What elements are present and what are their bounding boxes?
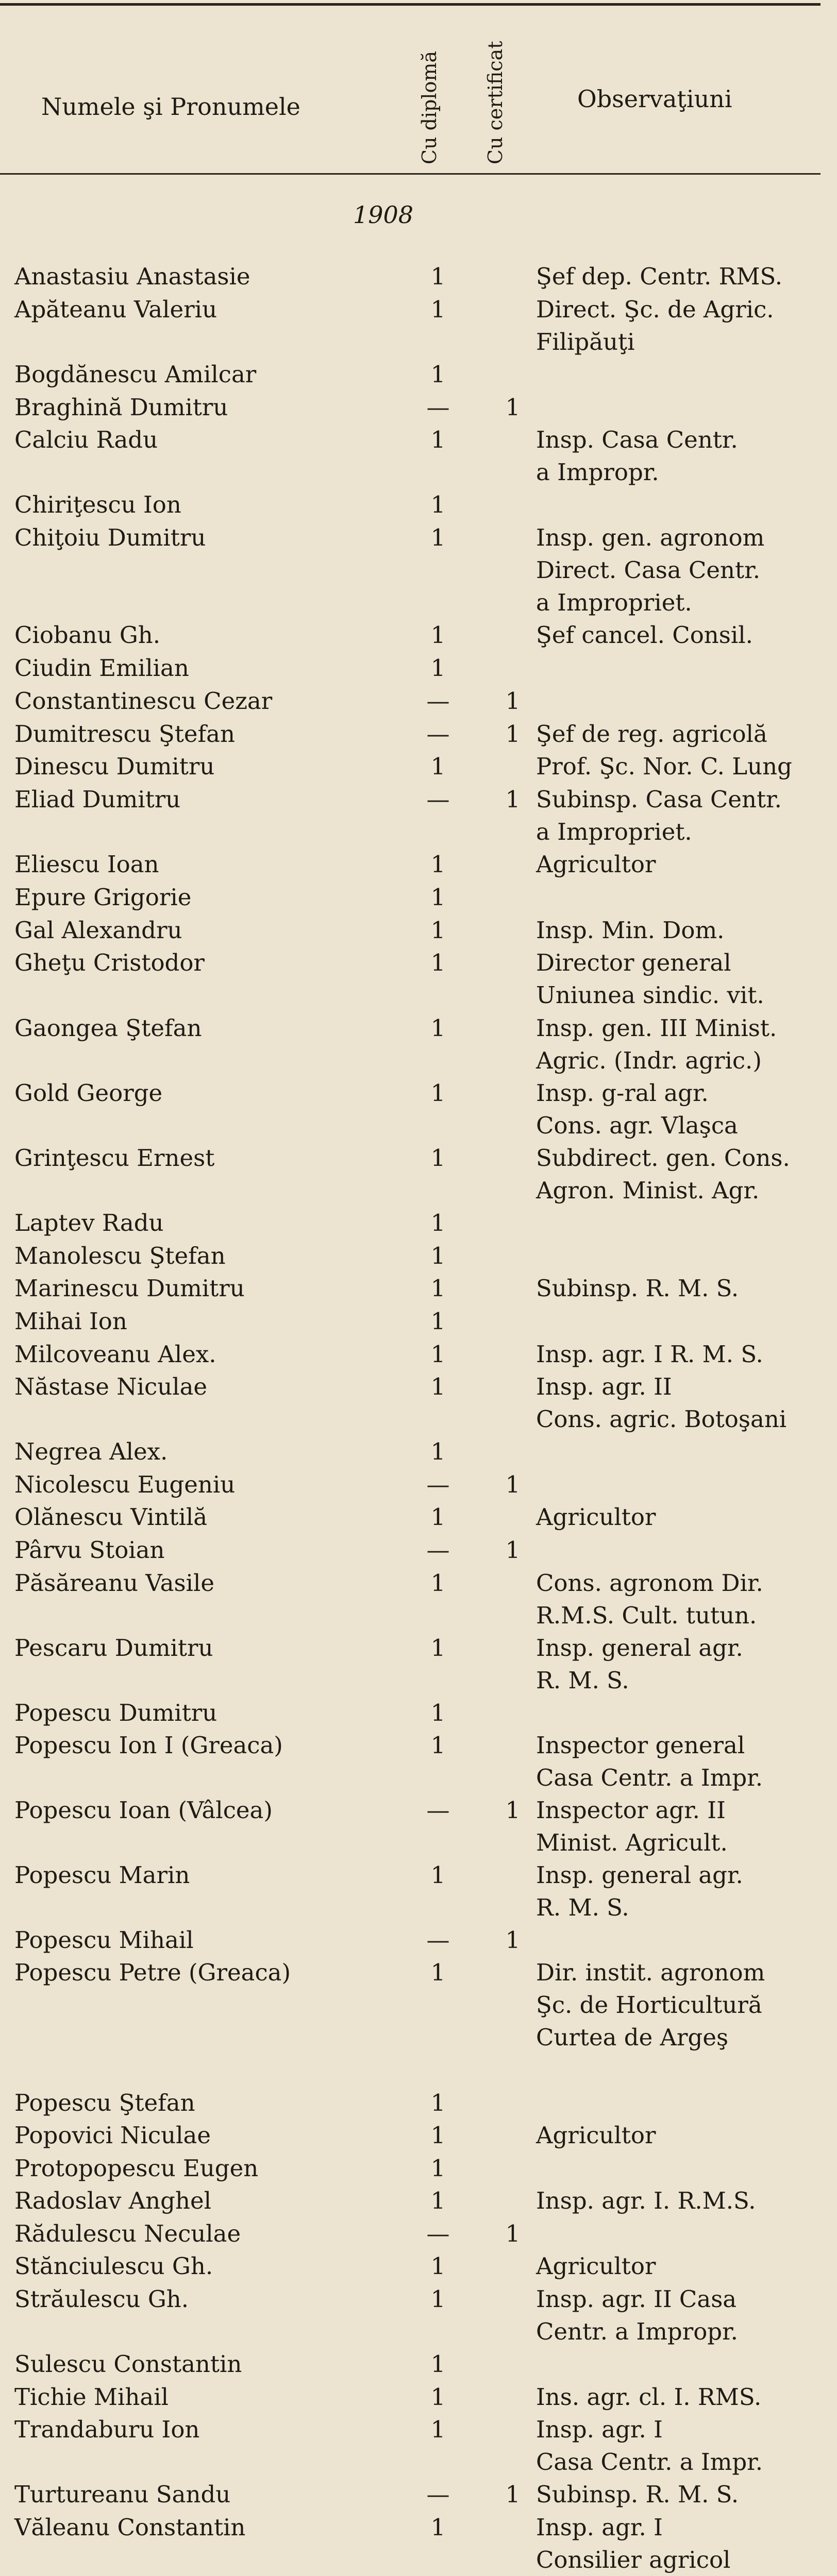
diploma-cell: 1 <box>430 1699 446 1726</box>
diploma-cell: 1 <box>430 1861 446 1889</box>
person-name: Eliescu Ioan <box>14 851 159 878</box>
observations-cell <box>536 1370 786 1435</box>
diploma-cell: — <box>426 1536 450 1564</box>
header-diploma: Cu diplomă <box>418 50 441 164</box>
person-name: Pescaru Dumitru <box>14 1634 213 1662</box>
observations-cell <box>536 521 764 619</box>
person-name: Tichie Mihail <box>14 2383 169 2411</box>
diploma-cell: — <box>426 1797 450 1824</box>
diploma-cell: 1 <box>430 2514 446 2541</box>
diploma-cell: — <box>426 687 450 715</box>
observation-line: Dir. instit. agronom <box>536 1959 765 1986</box>
observations-cell <box>536 1142 790 1207</box>
observations-cell <box>536 2250 656 2282</box>
observation-line: Director general <box>536 949 731 976</box>
observation-line: Insp. Casa Centr. <box>536 426 738 453</box>
diploma-cell: — <box>426 1471 450 1498</box>
observation-line: a Impropriet. <box>536 589 692 616</box>
observation-line: Agricultor <box>536 2122 656 2149</box>
diploma-cell: 1 <box>430 1569 446 1597</box>
person-name: Popescu Ştefan <box>14 2089 195 2116</box>
observation-line: Insp. agr. I R. M. S. <box>536 1341 763 1368</box>
observation-line: Subinsp. Casa Centr. <box>536 786 782 813</box>
diploma-cell: 1 <box>430 1242 446 1269</box>
observation-line: R. M. S. <box>536 1894 629 1921</box>
observation-line: Direct. Casa Centr. <box>536 556 760 584</box>
observation-line: Inspector general <box>536 1732 745 1759</box>
observation-line: Şef dep. Centr. RMS. <box>536 263 783 290</box>
person-name: Trandaburu Ion <box>14 2416 200 2443</box>
diploma-cell: 1 <box>430 426 446 453</box>
diploma-cell: 1 <box>430 2155 446 2182</box>
observation-line: Şef cancel. Consil. <box>536 621 753 649</box>
person-name: Dumitrescu Ştefan <box>14 720 235 748</box>
observation-line: Agricultor <box>536 2252 656 2280</box>
person-name: Grinţescu Ernest <box>14 1144 215 1172</box>
person-name: Protopopescu Eugen <box>14 2155 259 2182</box>
person-name: Turtureanu Sandu <box>14 2481 231 2508</box>
observation-line: Insp. agr. II Casa <box>536 2285 737 2313</box>
observation-line: Insp. general agr. <box>536 1861 743 1889</box>
person-name: Gold George <box>14 1079 163 1107</box>
observations-cell <box>536 2184 756 2217</box>
observation-line: Direct. Şc. de Agric. <box>536 296 774 323</box>
person-name: Chiriţescu Ion <box>14 491 181 518</box>
diploma-cell: 1 <box>430 753 446 780</box>
person-name: Milcoveanu Alex. <box>14 1341 216 1368</box>
observations-cell <box>536 423 738 488</box>
person-name: Olănescu Vintilă <box>14 1503 208 1531</box>
person-name: Popescu Mihail <box>14 1926 194 1954</box>
observations-cell <box>536 1501 656 1533</box>
observation-line: Minist. Agricult. <box>536 1829 728 1856</box>
certificate-cell: 1 <box>505 720 521 748</box>
observations-cell <box>536 1729 763 1794</box>
certificate-cell: 1 <box>505 1536 521 1564</box>
certificate-cell: 1 <box>505 2220 521 2247</box>
diploma-cell: 1 <box>430 2252 446 2280</box>
diploma-cell: — <box>426 786 450 813</box>
person-name: Chiţoiu Dumitru <box>14 524 206 551</box>
observations-cell <box>536 1272 739 1304</box>
person-name: Rădulescu Neculae <box>14 2220 241 2247</box>
certificate-cell: 1 <box>505 1926 521 1954</box>
diploma-cell: 1 <box>430 1014 446 1042</box>
person-name: Străulescu Gh. <box>14 2285 189 2313</box>
person-name: Braghină Dumitru <box>14 394 228 421</box>
person-name: Eliad Dumitru <box>14 786 181 813</box>
observations-cell <box>536 1338 763 1370</box>
observation-line: Insp. agr. II <box>536 1373 672 1400</box>
observation-line: Casa Centr. a Impr. <box>536 1764 763 1791</box>
observations-cell <box>536 750 792 783</box>
observations-cell <box>536 1077 738 1142</box>
person-name: Năstase Niculae <box>14 1373 208 1400</box>
diploma-cell: — <box>426 394 450 421</box>
observations-cell <box>536 2511 730 2576</box>
diploma-cell: 1 <box>430 2089 446 2116</box>
observations-cell <box>536 946 764 1011</box>
diploma-cell: 1 <box>430 654 446 682</box>
diploma-cell: 1 <box>430 2383 446 2411</box>
observation-line: Insp. agr. I. R.M.S. <box>536 2187 756 2214</box>
observation-line: R.M.S. Cult. tutun. <box>536 1602 757 1629</box>
person-name: Pârvu Stoian <box>14 1536 165 1564</box>
observation-line: Subinsp. R. M. S. <box>536 1275 739 1302</box>
observations-cell <box>536 1956 765 2054</box>
observation-line: Inspector agr. II <box>536 1797 726 1824</box>
header-names: Numele şi Pronumele <box>41 93 300 121</box>
person-name: Laptev Radu <box>14 1209 164 1236</box>
diploma-cell: — <box>426 2481 450 2508</box>
observation-line: Insp. agr. I <box>536 2514 663 2541</box>
person-name: Mihai Ion <box>14 1308 127 1335</box>
observation-line: Centr. a Impropr. <box>536 2318 738 2345</box>
person-name: Ciobanu Gh. <box>14 621 161 649</box>
person-name: Popescu Ion I (Greaca) <box>14 1732 283 1759</box>
diploma-cell: 1 <box>430 1959 446 1986</box>
diploma-cell: 1 <box>430 884 446 911</box>
observation-line: Insp. gen. III Minist. <box>536 1014 777 1042</box>
observation-line: Filipăuţi <box>536 328 635 355</box>
person-name: Manolescu Ştefan <box>14 1242 226 1269</box>
person-name: Gheţu Cristodor <box>14 949 205 976</box>
certificate-cell: 1 <box>505 786 521 813</box>
person-name: Dinescu Dumitru <box>14 753 215 780</box>
diploma-cell: 1 <box>430 1341 446 1368</box>
observations-cell <box>536 2381 761 2413</box>
observation-line: Casa Centr. a Impr. <box>536 2448 763 2476</box>
diploma-cell: 1 <box>430 1079 446 1107</box>
observations-cell <box>536 1567 763 1632</box>
person-name: Văleanu Constantin <box>14 2514 246 2541</box>
observation-line: Insp. g-ral agr. <box>536 1079 709 1107</box>
observation-line: Insp. Min. Dom. <box>536 917 725 944</box>
top-rule <box>0 3 821 6</box>
observation-line: Prof. Şc. Nor. C. Lung <box>536 753 792 780</box>
observation-line: Şc. de Horticultură <box>536 1991 762 2019</box>
diploma-cell: 1 <box>430 2122 446 2149</box>
observation-line: Cons. agronom Dir. <box>536 1569 763 1597</box>
observation-line: Insp. gen. agronom <box>536 524 765 551</box>
observation-line: Agron. Minist. Agr. <box>536 1177 760 1204</box>
observation-line: R. M. S. <box>536 1667 629 1694</box>
observations-cell <box>536 260 782 293</box>
diploma-cell: 1 <box>430 263 446 290</box>
observation-line: Agricultor <box>536 1503 656 1531</box>
observation-line: Subdirect. gen. Cons. <box>536 1144 790 1172</box>
header-observations: Observaţiuni <box>577 85 732 113</box>
person-name: Anastasiu Anastasie <box>14 263 250 290</box>
diploma-cell: 1 <box>430 1209 446 1236</box>
observations-cell <box>536 2119 656 2151</box>
observation-line: Ins. agr. cl. I. RMS. <box>536 2383 762 2411</box>
observations-cell <box>536 2283 738 2348</box>
person-name: Stănciulescu Gh. <box>14 2252 213 2280</box>
person-name: Radoslav Anghel <box>14 2187 211 2214</box>
person-name: Sulescu Constantin <box>14 2350 242 2378</box>
observations-cell <box>536 914 724 946</box>
observation-line: Curtea de Argeş <box>536 2024 729 2051</box>
person-name: Popescu Dumitru <box>14 1699 217 1726</box>
diploma-cell: 1 <box>430 1634 446 1662</box>
person-name: Ciudin Emilian <box>14 654 189 682</box>
observations-cell <box>536 293 774 358</box>
observations-cell <box>536 2413 763 2478</box>
person-name: Apăteanu Valeriu <box>14 296 217 323</box>
diploma-cell: 1 <box>430 1275 446 1302</box>
observation-line: Şef de reg. agricolă <box>536 720 767 748</box>
diploma-cell: 1 <box>430 1503 446 1531</box>
diploma-cell: 1 <box>430 621 446 649</box>
observations-cell <box>536 848 656 880</box>
person-name: Popovici Niculae <box>14 2122 211 2149</box>
observation-line: Consilier agricol <box>536 2546 731 2573</box>
diploma-cell: — <box>426 2220 450 2247</box>
person-name: Popescu Ioan (Vâlcea) <box>14 1797 273 1824</box>
diploma-cell: 1 <box>430 1732 446 1759</box>
person-name: Epure Grigorie <box>14 884 192 911</box>
diploma-cell: — <box>426 720 450 748</box>
observations-cell <box>536 2478 739 2511</box>
person-name: Popescu Marin <box>14 1861 190 1889</box>
observations-cell <box>536 1794 728 1859</box>
observation-line: Agricultor <box>536 851 656 878</box>
person-name: Păsăreanu Vasile <box>14 1569 214 1597</box>
certificate-cell: 1 <box>505 1471 521 1498</box>
diploma-cell: 1 <box>430 2416 446 2443</box>
person-name: Calciu Radu <box>14 426 158 453</box>
diploma-cell: 1 <box>430 361 446 388</box>
observation-line: a Impropriet. <box>536 818 692 845</box>
observations-cell <box>536 783 782 848</box>
certificate-cell: 1 <box>505 687 521 715</box>
person-name: Popescu Petre (Greaca) <box>14 1959 291 1986</box>
observations-cell <box>536 1632 743 1697</box>
observation-line: Subinsp. R. M. S. <box>536 2481 739 2508</box>
person-name: Bogdănescu Amilcar <box>14 361 257 388</box>
person-name: Gaongea Ştefan <box>14 1014 202 1042</box>
certificate-cell: 1 <box>505 2481 521 2508</box>
year-heading: 1908 <box>353 201 414 229</box>
observations-cell <box>536 619 753 651</box>
person-name: Negrea Alex. <box>14 1438 168 1465</box>
observation-line: Uniunea sindic. vit. <box>536 981 764 1009</box>
diploma-cell: 1 <box>430 2285 446 2313</box>
observations-cell <box>536 1012 777 1077</box>
diploma-cell: 1 <box>430 2187 446 2214</box>
diploma-cell: 1 <box>430 524 446 551</box>
observation-line: Agric. (Indr. agric.) <box>536 1047 762 1074</box>
observation-line: Insp. agr. I <box>536 2416 663 2443</box>
diploma-cell: 1 <box>430 1373 446 1400</box>
observations-cell <box>536 718 767 750</box>
diploma-cell: 1 <box>430 491 446 518</box>
person-name: Marinescu Dumitru <box>14 1275 245 1302</box>
diploma-cell: 1 <box>430 296 446 323</box>
observation-line: a Impropr. <box>536 459 659 486</box>
observations-cell <box>536 1859 743 1924</box>
certificate-cell: 1 <box>505 1797 521 1824</box>
person-name: Gal Alexandru <box>14 917 182 944</box>
diploma-cell: 1 <box>430 2350 446 2378</box>
header-certificate: Cu certificat <box>484 41 507 164</box>
observation-line: Cons. agric. Botoşani <box>536 1405 787 1433</box>
certificate-cell: 1 <box>505 394 521 421</box>
observation-line: Insp. general agr. <box>536 1634 743 1662</box>
diploma-cell: 1 <box>430 851 446 878</box>
header-rule <box>0 173 821 175</box>
person-name: Constantinescu Cezar <box>14 687 273 715</box>
diploma-cell: 1 <box>430 917 446 944</box>
diploma-cell: — <box>426 1926 450 1954</box>
diploma-cell: 1 <box>430 1144 446 1172</box>
diploma-cell: 1 <box>430 1308 446 1335</box>
diploma-cell: 1 <box>430 1438 446 1465</box>
observation-line: Cons. agr. Vlaşca <box>536 1112 738 1139</box>
person-name: Nicolescu Eugeniu <box>14 1471 236 1498</box>
diploma-cell: 1 <box>430 949 446 976</box>
